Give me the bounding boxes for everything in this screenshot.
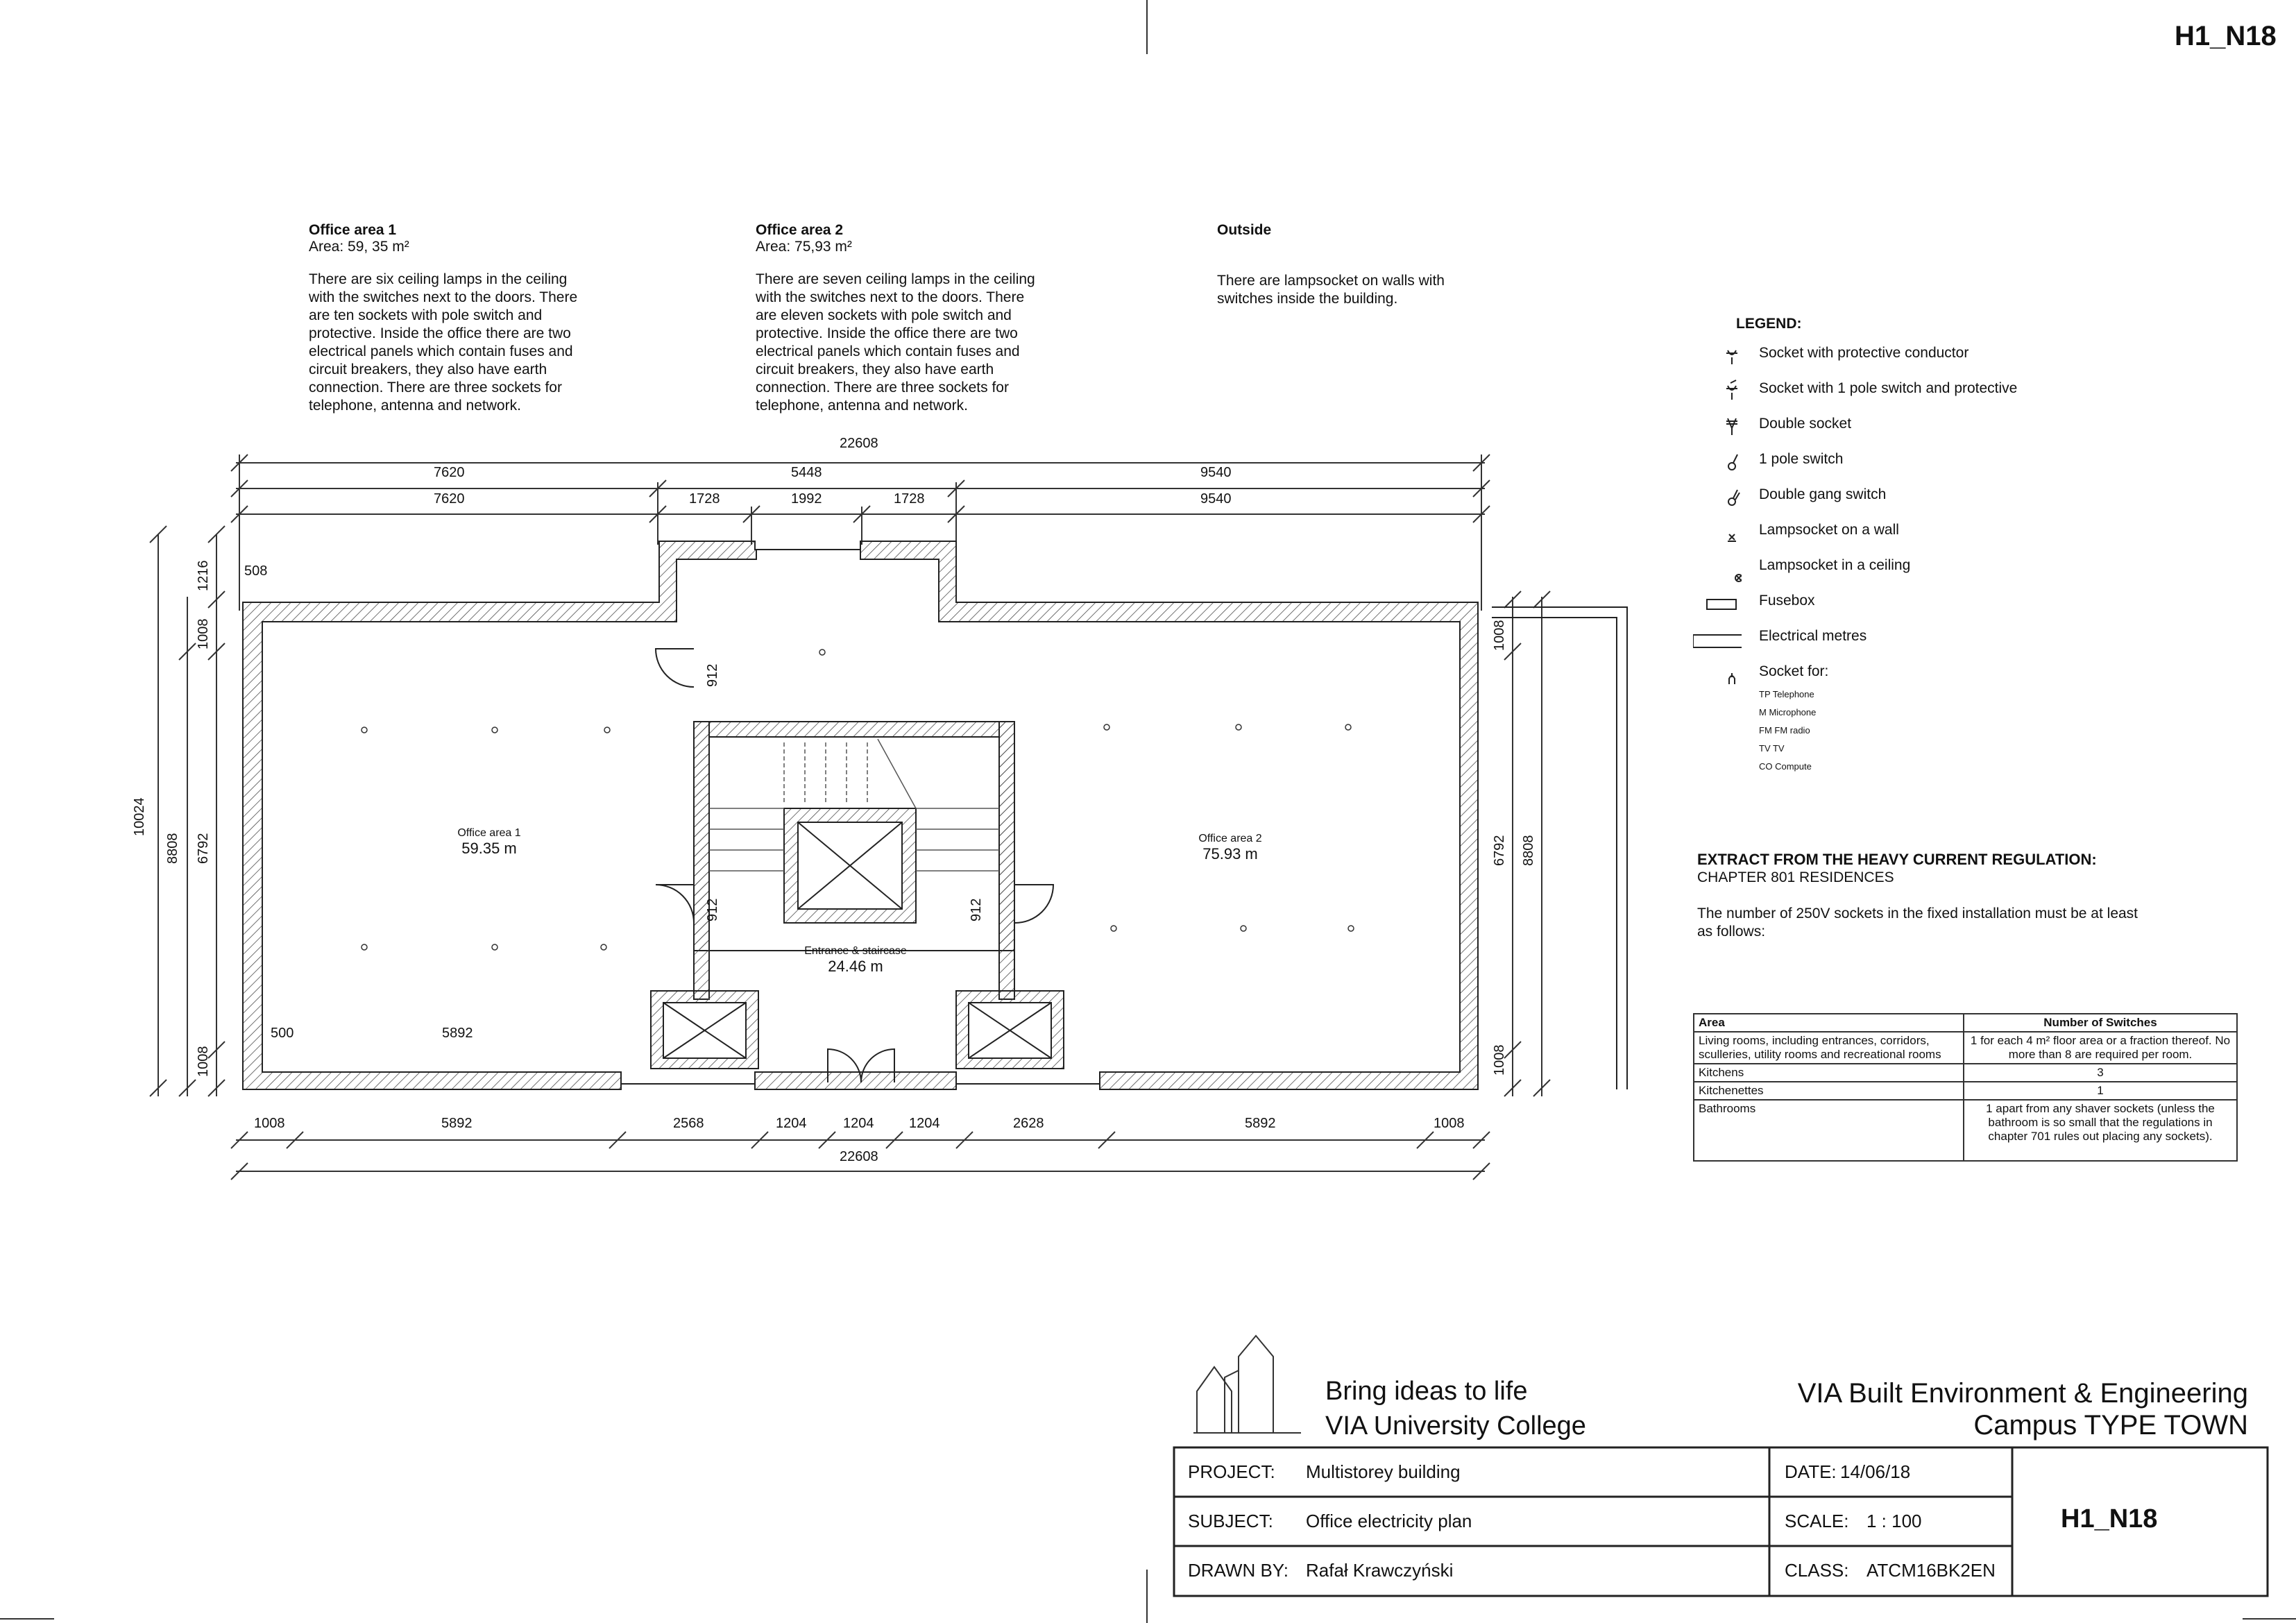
dim-label: 1204 <box>843 1116 874 1131</box>
note-line: electrical panels which contain fuses and <box>309 343 573 359</box>
note-line: There are lampsocket on walls with <box>1217 273 1445 289</box>
class-label: CLASS: <box>1785 1560 1849 1581</box>
dim-label: 1008 <box>1492 620 1507 651</box>
dim-label: 22608 <box>840 1149 878 1164</box>
note-line: switches inside the building. <box>1217 291 1398 307</box>
extract-text: as follows: <box>1697 924 1766 940</box>
note-line: protective. Inside the office there are two <box>309 325 571 341</box>
dim-label: 1008 <box>196 618 211 649</box>
room-area: 24.46 m <box>828 958 883 975</box>
dim-label: 5892 <box>1245 1116 1276 1131</box>
table-cell: Kitchenettes <box>1694 1082 1964 1100</box>
dim-label: 5892 <box>442 1026 473 1041</box>
campus-name <box>1693 1377 2248 1441</box>
table-header: Area <box>1694 1014 1964 1032</box>
room-name: Office area 1 <box>457 827 521 839</box>
note-line: telephone, antenna and network. <box>309 398 521 414</box>
legend-item: Socket for: <box>1759 663 1829 679</box>
dim-label: 1008 <box>1492 1044 1507 1076</box>
legend-item: Socket with protective conductor <box>1759 345 1969 361</box>
extract-text: The number of 250V sockets in the fixed installation must be at least <box>1697 906 2138 921</box>
note-line: are ten sockets with pole switch and <box>309 307 543 323</box>
note-area: Area: 75,93 m² <box>756 239 852 255</box>
class-value: ATCM16BK2EN <box>1866 1560 1996 1581</box>
note-line: connection. There are three sockets for <box>756 380 1009 396</box>
table-cell: 1 apart from any shaver sockets (unless the bathroom is so small that the regulations in chapter 701 rules out placing any sockets). <box>1964 1100 2237 1161</box>
room-name: Office area 2 <box>1198 833 1262 844</box>
legend-item: Lampsocket on a wall <box>1759 522 1899 538</box>
campus-line: VIA Built Environment & Engineering <box>1797 1378 2248 1409</box>
note-line: protective. Inside the office there are two <box>756 325 1018 341</box>
dim-label: 912 <box>969 898 984 921</box>
room-label-entrance <box>790 945 921 976</box>
room-label-office-2 <box>1185 833 1275 863</box>
legend-socket-type: TV TV <box>1759 743 1785 754</box>
project-label: PROJECT: <box>1188 1461 1275 1482</box>
room-area: 59.35 m <box>461 840 517 857</box>
dim-label: 7620 <box>434 465 465 480</box>
note-line: electrical panels which contain fuses and <box>756 343 1020 359</box>
dim-label: 22608 <box>840 436 878 451</box>
dim-label: 1008 <box>1434 1116 1465 1131</box>
legend-item: Double gang switch <box>1759 486 1887 502</box>
dim-label: 5892 <box>441 1116 473 1131</box>
date-value: 14/06/18 <box>1840 1461 1911 1482</box>
slogan-line: Bring ideas to life <box>1325 1377 1528 1406</box>
note-area: Area: 59, 35 m² <box>309 239 409 255</box>
legend-item: Electrical metres <box>1759 628 1867 644</box>
note-title: Office area 2 <box>756 222 844 238</box>
note-line: with the switches next to the doors. There <box>309 289 578 305</box>
room-area: 75.93 m <box>1202 845 1258 863</box>
table-cell: Kitchens <box>1694 1064 1964 1082</box>
slogan <box>1325 1374 1586 1443</box>
scale-label: SCALE: <box>1785 1511 1849 1531</box>
dim-label: 1204 <box>909 1116 940 1131</box>
dim-label: 7620 <box>434 491 465 507</box>
extract-chapter: CHAPTER 801 RESIDENCES <box>1697 869 1894 885</box>
table-cell: 1 for each 4 m² floor area or a fraction thereof. No more than 8 are required per room. <box>1964 1032 2237 1064</box>
note-line: There are seven ceiling lamps in the ceiling <box>756 271 1035 287</box>
drawn-by-value: Rafał Krawczyński <box>1306 1560 1454 1581</box>
table-cell: 1 <box>1964 1082 2237 1100</box>
room-label-office-1 <box>444 827 534 858</box>
dim-label: 2568 <box>673 1116 704 1131</box>
table-cell: Living rooms, including entrances, corridors, sculleries, utility rooms and recreational rooms <box>1694 1032 1964 1064</box>
title-block-sheet-id: H1_N18 <box>2061 1504 2158 1533</box>
table-header: Number of Switches <box>1964 1014 2237 1032</box>
dim-label: 6792 <box>1492 835 1507 866</box>
dim-label: 912 <box>705 898 720 921</box>
table-cell: Bathrooms <box>1694 1100 1964 1161</box>
slogan-line: VIA University College <box>1325 1411 1586 1441</box>
campus-line: Campus TYPE TOWN <box>1973 1410 2248 1441</box>
table-cell: 3 <box>1964 1064 2237 1082</box>
note-line: with the switches next to the doors. There <box>756 289 1025 305</box>
dim-label: 508 <box>244 563 268 579</box>
dim-label: 1008 <box>196 1046 211 1077</box>
legend-item: Lampsocket in a ceiling <box>1759 557 1911 573</box>
dim-label: 6792 <box>196 833 211 864</box>
legend-item: Double socket <box>1759 416 1852 432</box>
legend-item: Fusebox <box>1759 593 1815 609</box>
dim-label: 5448 <box>791 465 822 480</box>
subject-label: SUBJECT: <box>1188 1511 1273 1531</box>
note-title: Outside <box>1217 222 1272 238</box>
dim-label: 2628 <box>1013 1116 1044 1131</box>
dim-label: 1728 <box>689 491 720 507</box>
dim-label: 1992 <box>791 491 822 507</box>
dim-label: 9540 <box>1200 465 1232 480</box>
dim-label: 1216 <box>196 560 211 591</box>
subject-value: Office electricity plan <box>1306 1511 1472 1531</box>
dim-label: 10024 <box>132 797 147 836</box>
scale-value: 1 : 100 <box>1866 1511 1922 1531</box>
dim-label: 1008 <box>254 1116 285 1131</box>
sheet-id: H1_N18 <box>2175 21 2277 51</box>
college-logo <box>1187 1329 1304 1436</box>
legend-item: Socket with 1 pole switch and protective <box>1759 380 2018 396</box>
note-line: There are six ceiling lamps in the ceiling <box>309 271 568 287</box>
dim-label: 9540 <box>1200 491 1232 507</box>
note-line: telephone, antenna and network. <box>756 398 968 414</box>
note-line: circuit breakers, they also have earth <box>309 362 547 377</box>
legend-item: 1 pole switch <box>1759 451 1844 467</box>
legend-title: LEGEND: <box>1736 316 1802 332</box>
note-line: connection. There are three sockets for <box>309 380 562 396</box>
legend-socket-type: CO Compute <box>1759 761 1812 772</box>
date-label: DATE: <box>1785 1461 1837 1482</box>
dim-label: 912 <box>705 663 720 687</box>
dim-label: 500 <box>271 1026 294 1041</box>
dim-label: 8808 <box>165 833 180 864</box>
dim-label: 8808 <box>1521 835 1536 866</box>
drawn-by-label: DRAWN BY: <box>1188 1560 1289 1581</box>
note-line: circuit breakers, they also have earth <box>756 362 994 377</box>
dim-label: 1204 <box>776 1116 807 1131</box>
project-value: Multistorey building <box>1306 1461 1461 1482</box>
extract-title: EXTRACT FROM THE HEAVY CURRENT REGULATION: <box>1697 851 2097 868</box>
legend-socket-type: FM FM radio <box>1759 725 1810 736</box>
legend-socket-type: M Microphone <box>1759 707 1817 717</box>
legend-socket-type: TP Telephone <box>1759 689 1814 699</box>
note-title: Office area 1 <box>309 222 397 238</box>
note-line: are eleven sockets with pole switch and <box>756 307 1012 323</box>
room-name: Entrance & staircase <box>804 945 907 957</box>
dim-label: 1728 <box>894 491 925 507</box>
walls <box>243 541 1627 1089</box>
